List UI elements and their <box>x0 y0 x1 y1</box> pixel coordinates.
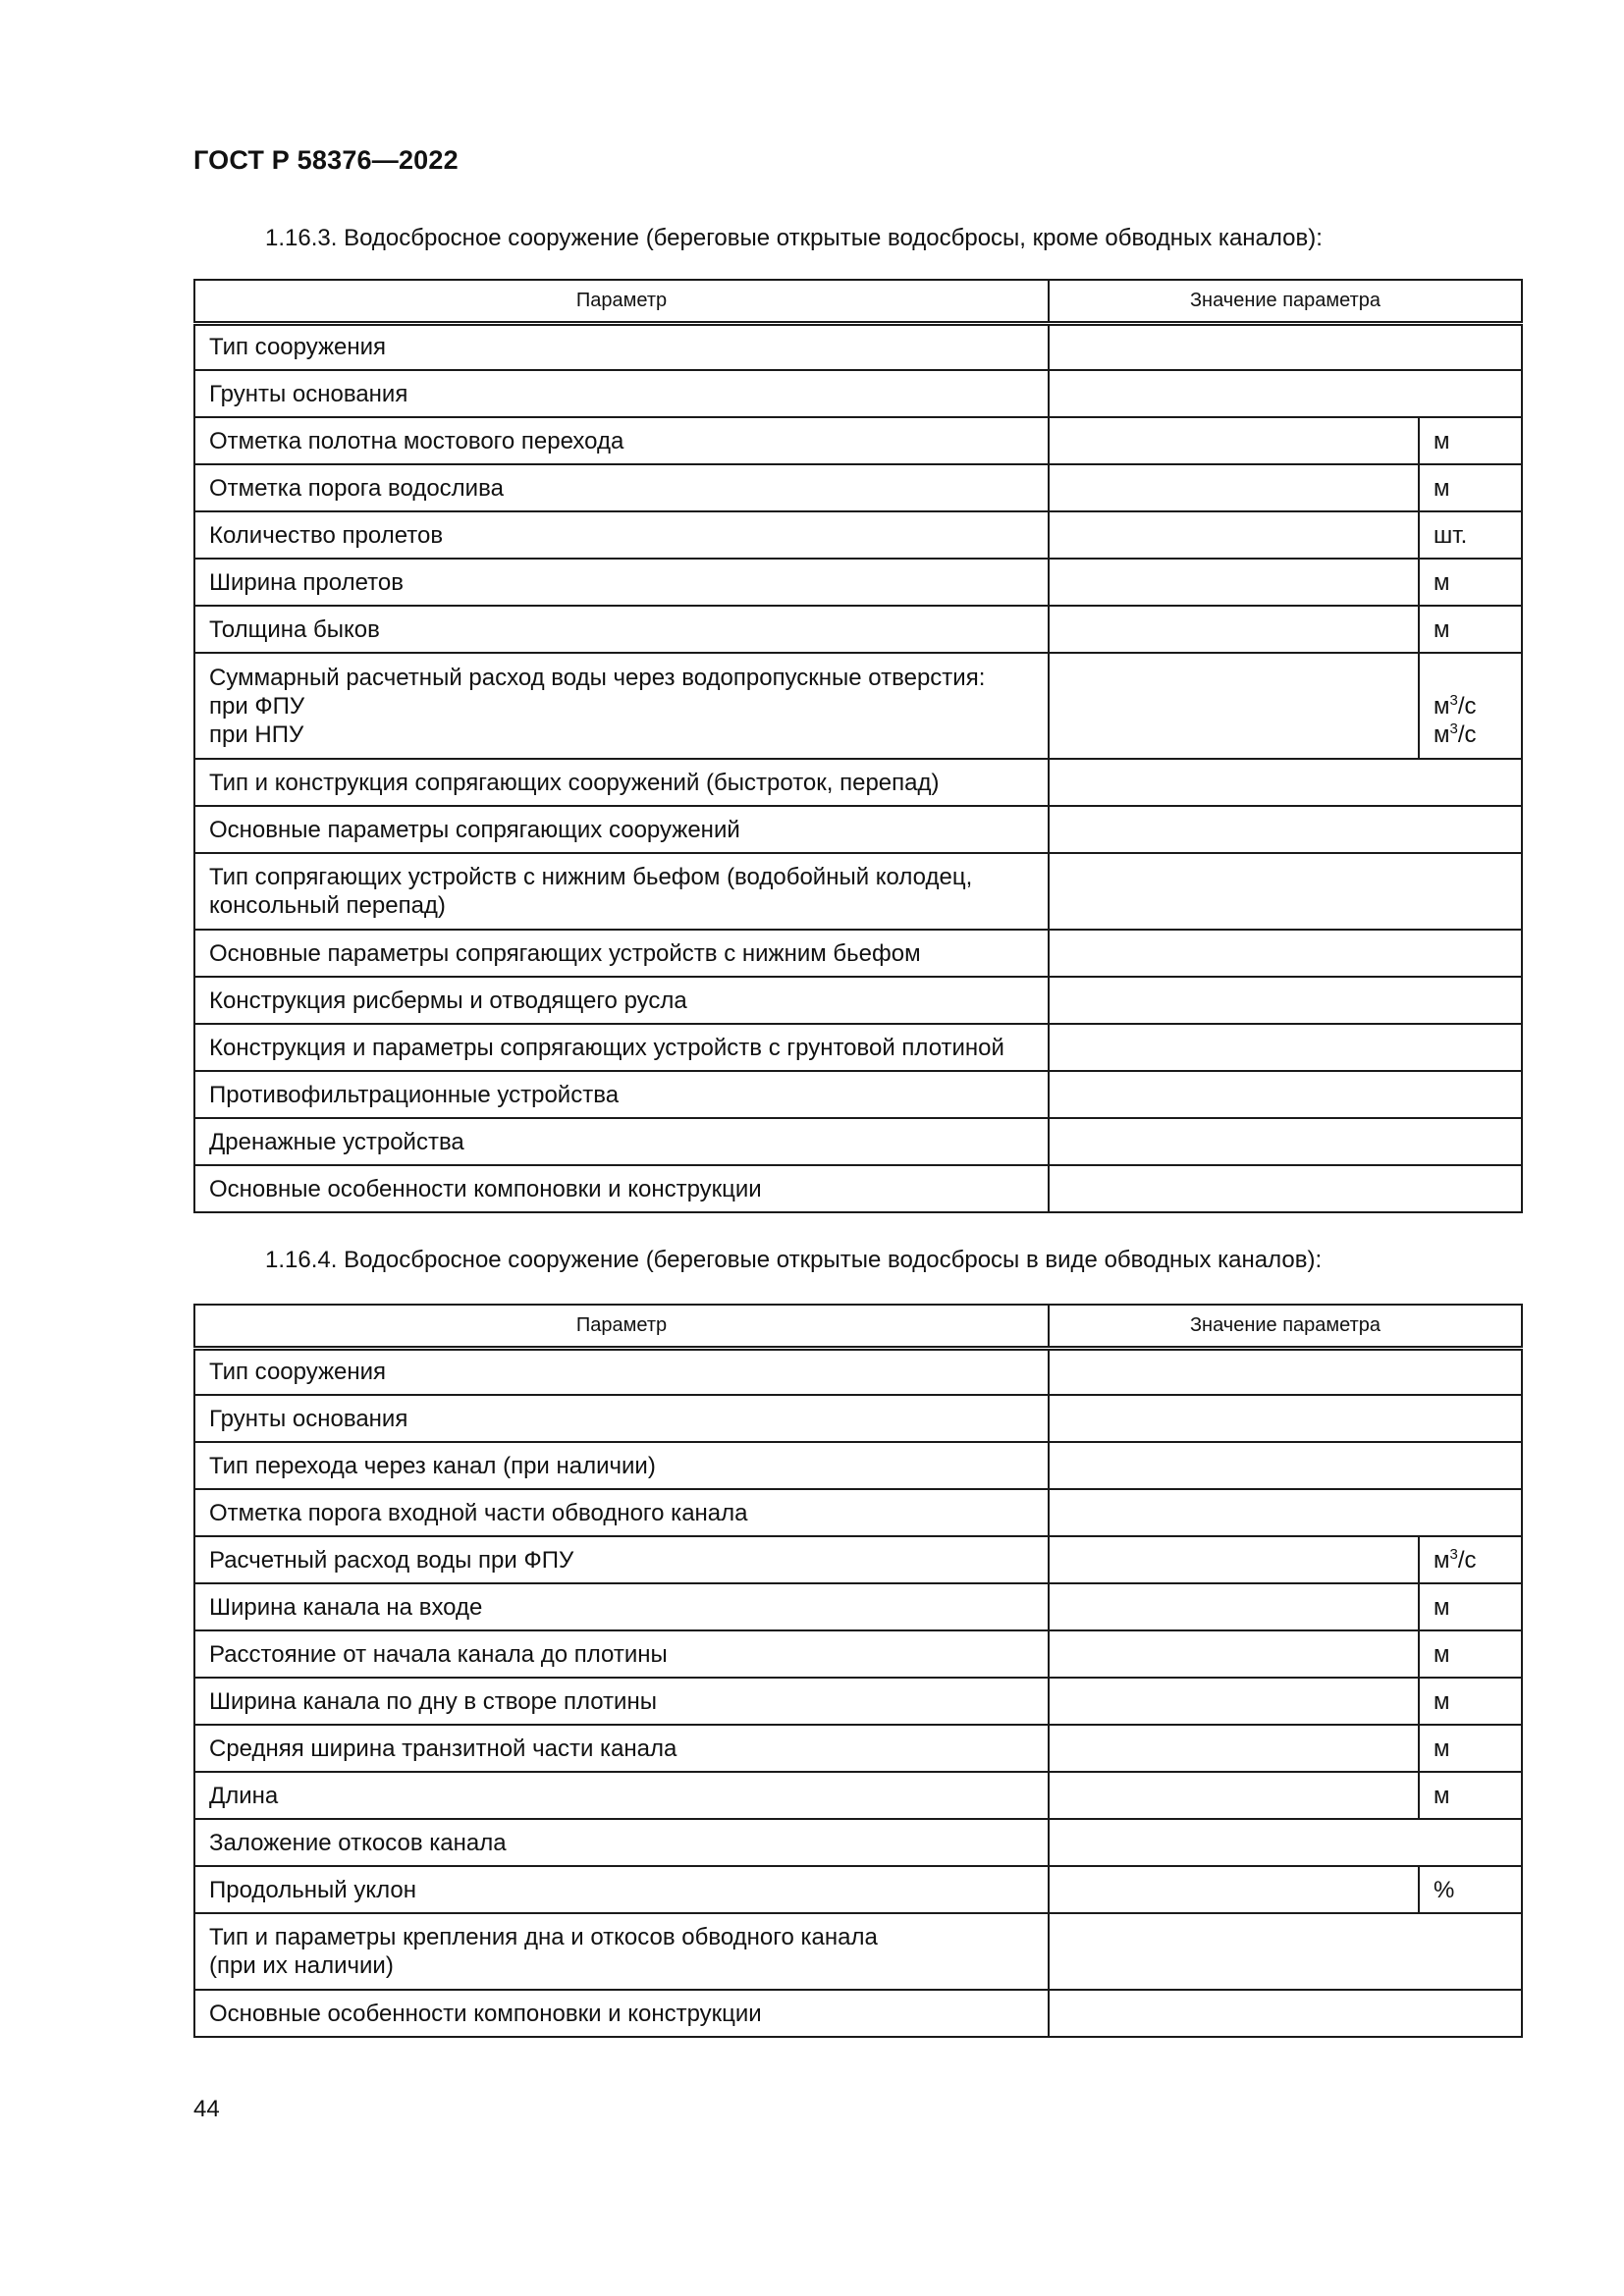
column-header-value: Значение параметра <box>1049 1305 1522 1348</box>
unit-cell: м <box>1419 1725 1522 1772</box>
unit-cell: $м^3/с$ <box>1419 1536 1522 1583</box>
parameter-cell: Противофильтрационные устройства <box>194 1071 1049 1118</box>
value-cell <box>1049 1990 1522 2037</box>
table-row <box>194 1024 1522 1071</box>
parameter-line: Тип сопрягающих устройств с нижним бьефом (водобойный колодец, <box>209 864 973 890</box>
parameter-cell: Толщина быков <box>194 606 1049 653</box>
unit-cell: % <box>1419 1866 1522 1913</box>
value-cell <box>1049 1678 1419 1725</box>
parameter-line: Тип и параметры крепления дна и откосов обводного канала <box>209 1924 878 1950</box>
parameter-cell: Дренажные устройства <box>194 1118 1049 1165</box>
parameter-cell: Тип сооружения <box>194 323 1049 370</box>
table-row <box>194 1819 1522 1866</box>
parameter-cell: Основные параметры сопрягающих сооружений <box>194 806 1049 853</box>
unit-cell: шт. <box>1419 511 1522 559</box>
spillway-parameters-table <box>193 279 1523 1213</box>
section-2-title: 1.16.4. Водосбросное сооружение (береговые открытые водосбросы в виде обводных каналов): <box>265 1247 1323 1273</box>
value-cell <box>1049 977 1522 1024</box>
table-row <box>194 511 1522 559</box>
parameter-cell <box>194 853 1049 930</box>
page-number: 44 <box>193 2096 220 2122</box>
parameter-cell <box>194 1913 1049 1990</box>
unit-cell: м <box>1419 464 1522 511</box>
value-cell <box>1049 853 1522 930</box>
column-header-value: Значение параметра <box>1049 280 1522 323</box>
table-row <box>194 806 1522 853</box>
value-cell <box>1049 511 1419 559</box>
table-row <box>194 1442 1522 1489</box>
parameter-cell: Отметка порога входной части обводного канала <box>194 1489 1049 1536</box>
value-cell <box>1049 1913 1522 1990</box>
value-cell <box>1049 464 1419 511</box>
parameter-cell: Тип и конструкция сопрягающих сооружений (быстроток, перепад) <box>194 759 1049 806</box>
parameter-cell: Средняя ширина транзитной части канала <box>194 1725 1049 1772</box>
value-cell <box>1049 1348 1522 1395</box>
value-cell <box>1049 930 1522 977</box>
value-cell <box>1049 759 1522 806</box>
value-cell <box>1049 1442 1522 1489</box>
parameter-cell: Отметка порога водослива <box>194 464 1049 511</box>
table-header-row <box>194 1305 1522 1348</box>
value-cell <box>1049 323 1522 370</box>
value-cell <box>1049 1725 1419 1772</box>
unit-cell: м <box>1419 1630 1522 1678</box>
parameter-cell: Ширина канала на входе <box>194 1583 1049 1630</box>
unit-line: $м^3/с$ <box>1434 720 1477 748</box>
parameter-cell: Конструкция рисбермы и отводящего русла <box>194 977 1049 1024</box>
value-cell <box>1049 1583 1419 1630</box>
parameter-line: (при их наличии) <box>209 1952 394 1979</box>
table-row <box>194 759 1522 806</box>
table-row <box>194 464 1522 511</box>
unit-cell: м <box>1419 1772 1522 1819</box>
value-cell <box>1049 653 1419 759</box>
value-cell <box>1049 1071 1522 1118</box>
table-row <box>194 977 1522 1024</box>
table-row <box>194 1990 1522 2037</box>
column-header-parameter: Параметр <box>194 280 1049 323</box>
parameter-cell: Тип сооружения <box>194 1348 1049 1395</box>
document-title: ГОСТ Р 58376—2022 <box>193 145 459 175</box>
value-cell <box>1049 1866 1419 1913</box>
table-row <box>194 606 1522 653</box>
value-cell <box>1049 1489 1522 1536</box>
value-cell <box>1049 806 1522 853</box>
unit-cell: м <box>1419 606 1522 653</box>
parameter-cell: Расчетный расход воды при ФПУ <box>194 1536 1049 1583</box>
table-row <box>194 1913 1522 1990</box>
value-cell <box>1049 1772 1419 1819</box>
table-row <box>194 1583 1522 1630</box>
table-row <box>194 1630 1522 1678</box>
value-cell <box>1049 606 1419 653</box>
table-row <box>194 1725 1522 1772</box>
table-row <box>194 653 1522 759</box>
table-row <box>194 323 1522 370</box>
table-row <box>194 1866 1522 1913</box>
unit-cell <box>1419 653 1522 759</box>
parameter-cell: Основные параметры сопрягающих устройств с нижним бьефом <box>194 930 1049 977</box>
parameter-cell: Количество пролетов <box>194 511 1049 559</box>
unit-cell: м <box>1419 559 1522 606</box>
table-row <box>194 1118 1522 1165</box>
value-cell <box>1049 1536 1419 1583</box>
table-row <box>194 1678 1522 1725</box>
parameter-line: Суммарный расчетный расход воды через водопропускные отверстия: <box>209 664 986 691</box>
section-1-title: 1.16.3. Водосбросное сооружение (береговые открытые водосбросы, кроме обводных каналов): <box>265 225 1323 251</box>
value-cell <box>1049 1630 1419 1678</box>
value-cell <box>1049 1395 1522 1442</box>
parameter-cell: Длина <box>194 1772 1049 1819</box>
unit-cell: м <box>1419 1678 1522 1725</box>
table-row <box>194 1489 1522 1536</box>
parameter-cell: Расстояние от начала канала до плотины <box>194 1630 1049 1678</box>
table-row <box>194 853 1522 930</box>
parameter-cell: Заложение откосов канала <box>194 1819 1049 1866</box>
table-row <box>194 1165 1522 1212</box>
parameter-cell: Грунты основания <box>194 370 1049 417</box>
table-header-row <box>194 280 1522 323</box>
table-row <box>194 370 1522 417</box>
table-row <box>194 1395 1522 1442</box>
table-row <box>194 930 1522 977</box>
table-row <box>194 417 1522 464</box>
unit-cell: м <box>1419 417 1522 464</box>
value-cell <box>1049 1819 1522 1866</box>
parameter-cell: Ширина канала по дну в створе плотины <box>194 1678 1049 1725</box>
parameter-cell: Основные особенности компоновки и конструкции <box>194 1165 1049 1212</box>
unit-line: $м^3/с$ <box>1434 691 1477 720</box>
parameter-cell: Конструкция и параметры сопрягающих устройств с грунтовой плотиной <box>194 1024 1049 1071</box>
parameter-cell: Основные особенности компоновки и конструкции <box>194 1990 1049 2037</box>
parameter-cell: Ширина пролетов <box>194 559 1049 606</box>
table-row <box>194 1348 1522 1395</box>
value-cell <box>1049 1165 1522 1212</box>
table-row <box>194 1071 1522 1118</box>
table-row <box>194 1536 1522 1583</box>
value-cell <box>1049 559 1419 606</box>
parameter-cell: Грунты основания <box>194 1395 1049 1442</box>
parameter-line: консольный перепад) <box>209 892 446 919</box>
table-row <box>194 559 1522 606</box>
parameter-line: при НПУ <box>209 721 304 748</box>
parameter-cell: Отметка полотна мостового перехода <box>194 417 1049 464</box>
parameter-cell <box>194 653 1049 759</box>
parameter-line: при ФПУ <box>209 692 305 720</box>
bypass-channel-parameters-table <box>193 1304 1523 2038</box>
parameter-cell: Продольный уклон <box>194 1866 1049 1913</box>
table-row <box>194 1772 1522 1819</box>
value-cell <box>1049 1024 1522 1071</box>
value-cell <box>1049 417 1419 464</box>
parameter-cell: Тип перехода через канал (при наличии) <box>194 1442 1049 1489</box>
unit-cell: м <box>1419 1583 1522 1630</box>
column-header-parameter: Параметр <box>194 1305 1049 1348</box>
value-cell <box>1049 370 1522 417</box>
value-cell <box>1049 1118 1522 1165</box>
